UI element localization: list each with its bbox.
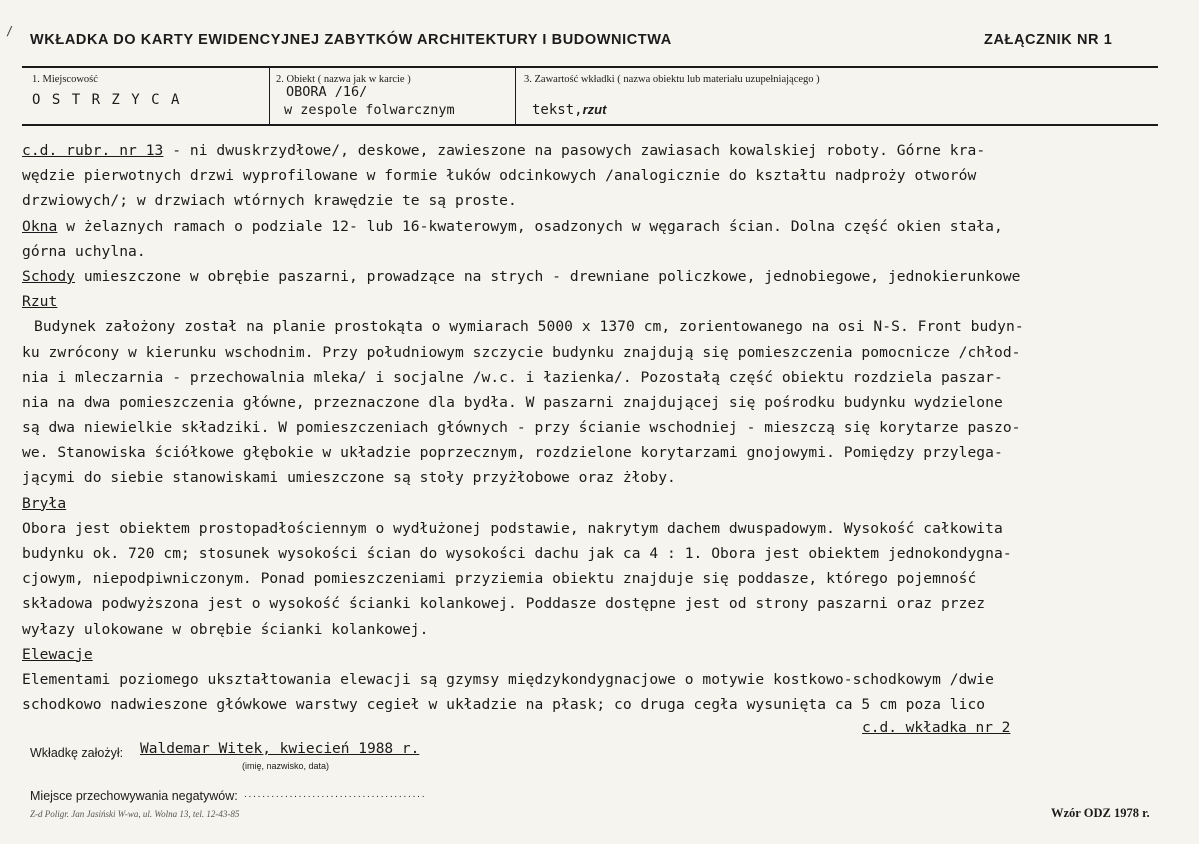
table-divider-2: [515, 67, 516, 125]
section-heading: c.d. rubr. nr 13: [22, 142, 164, 159]
text-line: c.d. rubr. nr 13 - ni dwuskrzydłowe/, deskowe, zawieszone na pasowych zawiasach kowalskiej roboty. Górne kra-: [22, 142, 986, 159]
text-line: nia i mleczarnia - przechowalnia mleka/ i socjalne /w.c. i łazienka/. Pozostałą część obiektu rozdziela paszar-: [22, 368, 1003, 386]
table-top-rule: [22, 66, 1158, 68]
text-line: we. Stanowiska ściółkowe głębokie w układzie poprzecznym, rozdzielone korytarzami gnojowymi. Pomiędzy przylega-: [22, 444, 1003, 462]
storage-dots: . . . . . . . . . . . . . . . . . . . . . . . . . . . . . . . . . . . . . . . .: [244, 789, 424, 800]
text-line: drzwiowych/; w drzwiach wtórnych krawędzie te są proste.: [22, 192, 517, 210]
text-line: wędzie pierwotnych drzwi wyprofilowane w formie łuków odcinkowych /analogicznie do kształtu nadproży otworów: [22, 167, 977, 185]
text-line: składowa podwyższona jest o wysokość ścianki kolankowej. Poddasze dostępne jest od strony paszarni oraz przez: [22, 595, 986, 613]
contents-value-typed: tekst,: [532, 102, 583, 118]
contents-label: 3. Zawartość wkładki ( nazwa obiektu lub materiału uzupełniającego ): [524, 74, 820, 85]
locality-value: O S T R Z Y C A: [32, 92, 181, 108]
text-line: Schody umieszczone w obrębie paszarni, prowadzące na strych - drewniane policzkowe, jednobiegowe, jednokierunkowe: [22, 267, 1021, 285]
table-bottom-rule: [22, 124, 1158, 126]
text-line: [22, 491, 1194, 516]
object-value-line1: OBORA /16/: [286, 84, 368, 100]
text-line: [22, 642, 1194, 667]
storage-label: Miejsce przechowywania negatywów:: [30, 789, 238, 803]
text-line: schodkowo nadwieszone główkowe warstwy cegieł w układzie na płask; co druga cegła wysunięta ca 5 cm poza lico: [22, 696, 986, 714]
text-line: są dwa niewielkie składziki. W pomieszczeniach głównych - przy ścianie wschodniej - mieszczą się korytarze paszo-: [22, 419, 1021, 437]
text-line: ku zwrócony w kierunku wschodnim. Przy południowym szczycie budynku znajdują się pomieszczenia pomocnicze /chłod-: [22, 343, 1021, 361]
text-line: nia na dwa pomieszczenia główne, przeznaczone dla bydła. W paszarni znajdującej się pośrodku budynku wydzielone: [22, 393, 1003, 411]
text-line: jącymi do siebie stanowiskami umieszczone są stoły przyżłobowe oraz żłoby.: [22, 469, 676, 487]
section-heading: Schody: [22, 267, 76, 285]
table-divider-1: [269, 67, 270, 125]
text-line: Obora jest obiektem prostopadłościennym o wydłużonej podstawie, nakrytym dachem dwuspadowym. Wysokość całkowita: [22, 519, 1003, 537]
founded-sublabel: (imię, nazwisko, data): [242, 761, 330, 771]
text-line: górna uchylna.: [22, 242, 146, 260]
text-line: budynku ok. 720 cm; stosunek wysokości ścian do wysokości dachu jak ca 4 : 1. Obora jest obiektem jednokondygna-: [22, 545, 1012, 562]
text-line: wyłazy ulokowane w obrębie ścianki kolankowej.: [22, 620, 429, 638]
continuation-note: c.d. wkładka nr 2: [862, 720, 1011, 736]
section-heading: Rzut: [22, 293, 58, 311]
form-code: Wzór ODZ 1978 r.: [1051, 806, 1150, 820]
text-line: [22, 289, 1194, 314]
corner-mark: /: [6, 24, 14, 38]
section-heading: Okna: [22, 217, 58, 235]
printer-note: Z-d Poligr. Jan Jasiński W-wa, ul. Wolna 13, tel. 12-43-85: [30, 809, 240, 819]
section-heading: Elewacje: [22, 645, 93, 663]
text-line: cjowym, niepodpiwniczonym. Ponad pomieszczeniami przyziemia obiektu znajduje się poddasze, którego pojemność: [22, 570, 977, 588]
text-line: Budynek założony został na planie prostokąta o wymiarach 5000 x 1370 cm, zorientowanego na osi N-S. Front budyn-: [34, 318, 1024, 336]
text-line: Okna w żelaznych ramach o podziale 12- lub 16-kwaterowym, osadzonych w węgarach ścian. Dolna część okien stała,: [22, 217, 1003, 235]
section-heading: Bryła: [22, 494, 67, 512]
locality-label: 1. Miejscowość: [32, 74, 98, 85]
body-text: [22, 138, 1194, 717]
form-title: WKŁADKA DO KARTY EWIDENCYJNEJ ZABYTKÓW ARCHITEKTURY I BUDOWNICTWA: [30, 32, 672, 48]
founded-value: Waldemar Witek, kwiecień 1988 r.: [140, 741, 420, 757]
object-label: 2. Obiekt ( nazwa jak w karcie ): [276, 74, 411, 85]
contents-value-handwritten: rzut: [582, 102, 607, 117]
contents-value: [532, 102, 606, 118]
object-value-line2: w zespole folwarcznym: [284, 102, 455, 118]
annex-label: ZAŁĄCZNIK NR 1: [984, 32, 1113, 48]
founded-label: Wkładkę założył:: [30, 746, 124, 760]
text-line: Elementami poziomego ukształtowania elewacji są gzymsy międzykondygnacjowe o motywie kostkowo-schodkowym /dwie: [22, 670, 994, 688]
